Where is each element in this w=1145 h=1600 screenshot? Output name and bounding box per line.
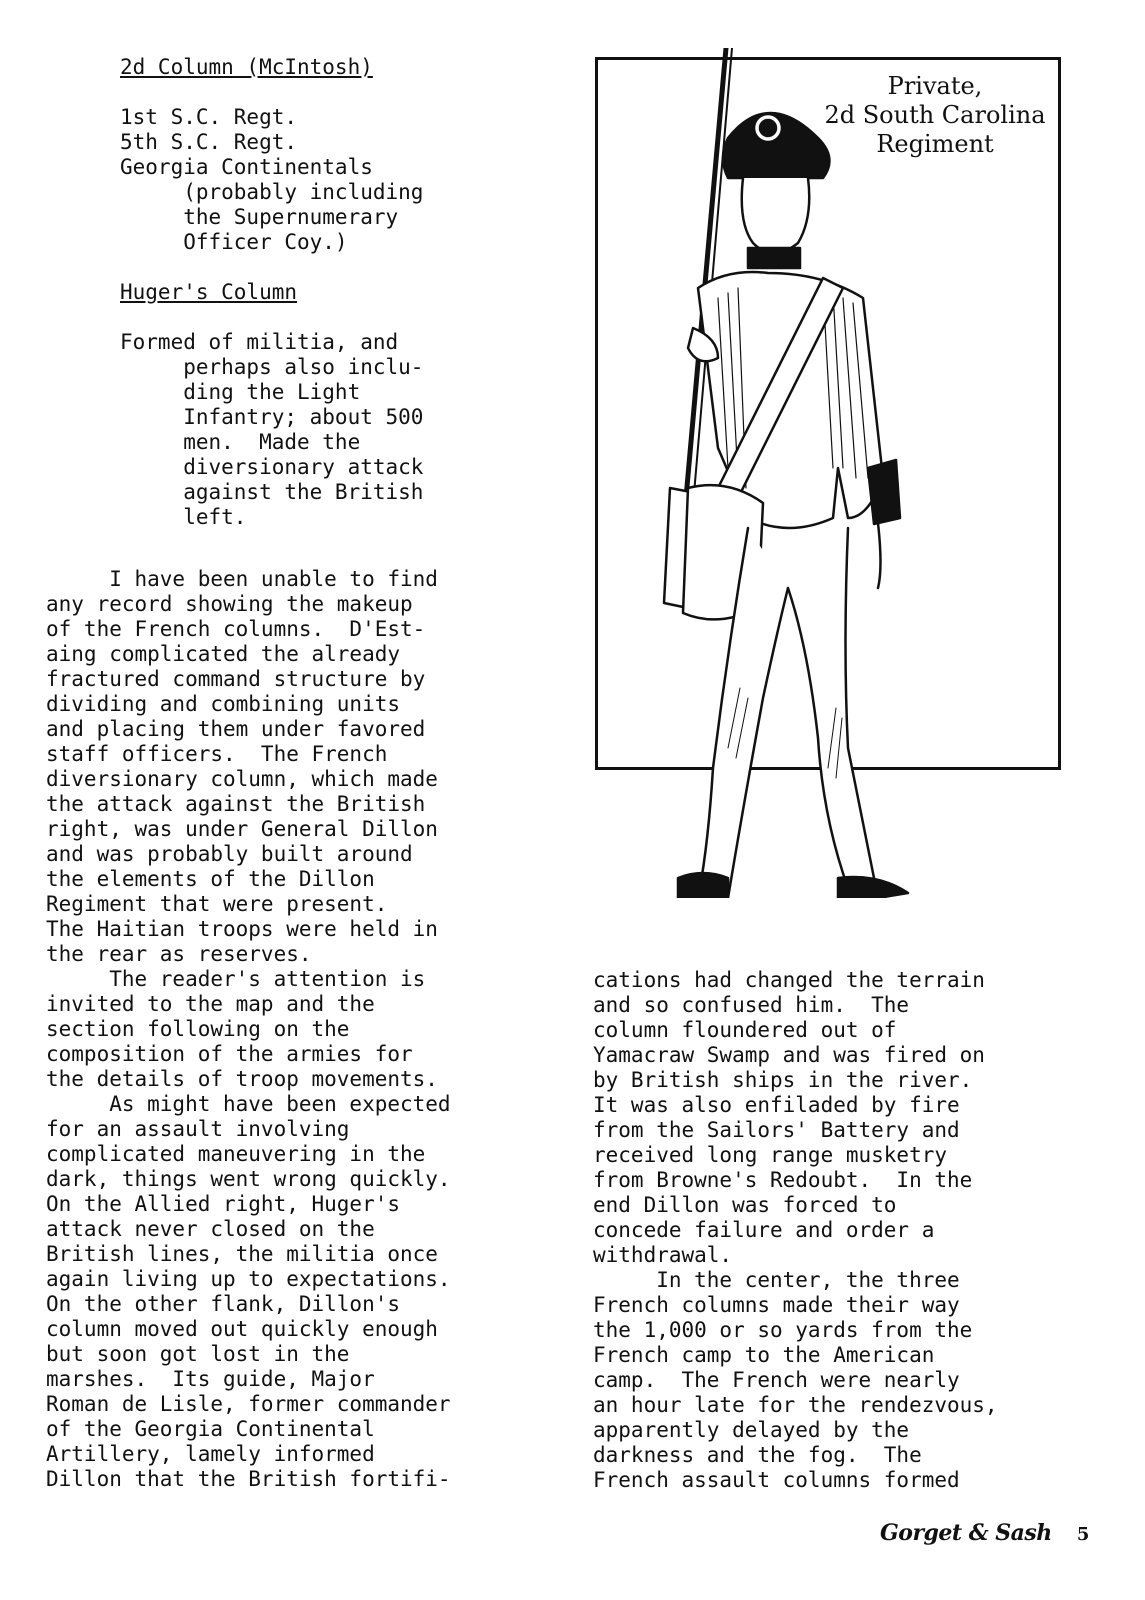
caption-line-3: Regiment xyxy=(876,130,994,158)
page-number: 5 xyxy=(1076,1524,1090,1545)
page-footer xyxy=(880,1520,1089,1546)
huger-column-description: Formed of militia, and perhaps also inclu- ding the Light Infantry; about 500 men. Made the diversionary attack against the British left. xyxy=(120,330,424,529)
right-column-body-text: cations had changed the terrain and so confused him. The column floundered out of Yamacraw Swamp and was fired on by British ships in the river. It was also enfiladed by fire from the Sailors' Battery and received long range musketry from Browne's Redoubt. In the end Dillon was forced to concede failure and order a withdrawal. In the center, the three French columns made their way the 1,000 or so yards from the French camp to the American camp. The French were nearly an hour late for the rendezvous, apparently delayed by the darkness and the fog. The French assault columns formed xyxy=(593,968,998,1492)
left-column-body-text: I have been unable to find any record showing the makeup of the French columns. D'Est- aing complicated the already fractured command structure by dividing and combining units and placing them under favored staff officers. The French diversionary column, which made the attack against the British right, was under General Dillon and was probably built around the elements of the Dillon Regiment that were present. The Haitian troops were held in the rear as reserves. The reader's attention is invited to the map and the section following on the composition of the armies for the details of troop movements. As might have been expected for an assault involving complicated maneuvering in the dark, things went wrong quickly. On the Allied right, Huger's attack never closed on the British lines, the militia once again living up to expectations. On the other flank, Dillon's column moved out quickly enough but soon got lost in the marshes. Its guide, Major Roman de Lisle, former commander of the Georgia Continental Artillery, lamely informed Dillon that the British fortifi- xyxy=(46,567,451,1491)
heading-mcintosh-column: 2d Column (McIntosh) xyxy=(120,55,373,79)
heading-huger-column: Huger's Column xyxy=(120,280,298,304)
soldier-drawing xyxy=(578,48,938,898)
soldier-illustration xyxy=(595,57,1061,770)
order-of-battle-list xyxy=(120,55,423,530)
illustration-caption xyxy=(810,72,1060,159)
caption-line-1: Private, xyxy=(887,72,983,100)
caption-line-2: 2d South Carolina xyxy=(824,101,1046,129)
units-mcintosh-column: 1st S.C. Regt. 5th S.C. Regt. Georgia Continentals (probably including the Supernumerary Officer Coy.) xyxy=(120,105,424,254)
publication-name: Gorget & Sash xyxy=(880,1520,1052,1546)
